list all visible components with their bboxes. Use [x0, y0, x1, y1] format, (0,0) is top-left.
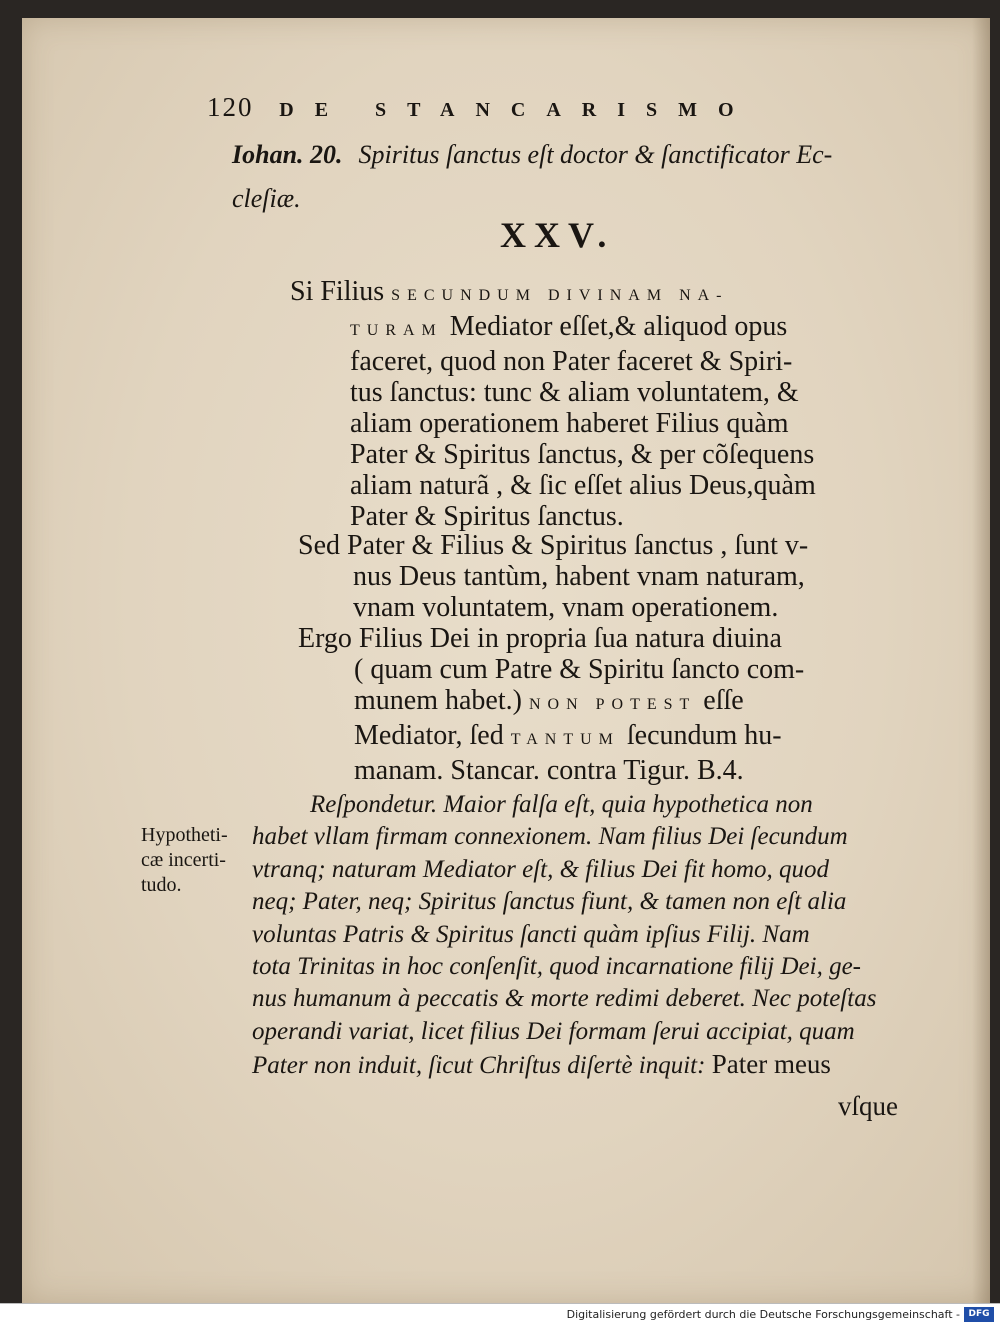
text-line: nus humanum à peccatis & morte redimi deberet. Nec poteſtas	[252, 985, 877, 1013]
line-part: munem habet.)	[354, 685, 522, 716]
dfg-logo-icon: DFG	[964, 1307, 994, 1322]
small-caps-phrase: TANTUM	[510, 731, 620, 748]
text-line	[298, 720, 858, 755]
text-line: vtranq; naturam Mediator eſt, & filius Dei fit homo, quod	[252, 855, 830, 883]
scripture-reference	[232, 133, 872, 221]
text-line: vnam voluntatem, vnam operationem.	[353, 592, 779, 623]
text-line: ( quam cum Patre & Spiritu ſancto com-	[354, 654, 805, 685]
text-line: neq; Pater, neq; Spiritus ſanctus fiunt, & tamen non eſt alia	[252, 888, 847, 916]
text-line: Pater & Spiritus ſanctus.	[350, 501, 624, 532]
response-paragraph	[252, 789, 912, 1083]
text-line: nus Deus tantùm, habent vnam naturam,	[353, 561, 805, 592]
margin-note-line: tudo.	[141, 874, 182, 896]
text-line	[252, 1048, 912, 1082]
page-number: 120	[207, 92, 254, 122]
text-line	[298, 685, 858, 720]
small-caps-phrase: NON POTEST	[528, 696, 697, 713]
text-line: aliam operationem haberet Filius quàm	[350, 408, 789, 439]
text-line: Sed Pater & Filius & Spiritus ſanctus , ſunt v-	[298, 530, 809, 561]
text-line	[290, 276, 840, 311]
margin-note-line: cæ incerti-	[141, 849, 226, 871]
footer-bar	[0, 1303, 1000, 1326]
running-title: DE STANCARISMO	[279, 99, 755, 121]
text-line: habet vllam firmam connexionem. Nam filius Dei ſecundum	[252, 823, 848, 851]
text-line: faceret, quod non Pater faceret & Spiri-	[350, 346, 793, 377]
proposition-major	[290, 276, 840, 532]
text-line: tota Trinitas in hoc conſenſit, quod incarnatione filij Dei, ge-	[252, 953, 861, 981]
funding-credit: Digitalisierung gefördert durch die Deutsche Forschungsgemeinschaft -	[566, 1308, 960, 1321]
margin-note-line: Hypotheti-	[141, 824, 228, 846]
small-caps-phrase: TURAM	[350, 322, 443, 339]
reference-source: Iohan. 20.	[232, 140, 343, 169]
text-line: Reſpondetur. Maior falſa eſt, quia hypothetica non	[310, 791, 813, 818]
line-part: Pater non induit, ſicut Chriſtus diſertè inquit:	[252, 1052, 706, 1080]
reference-text-cont: cleſiæ.	[232, 184, 301, 213]
proposition-conclusion	[298, 623, 858, 786]
line-part-roman: Pater meus	[711, 1049, 831, 1080]
text-line	[290, 311, 840, 346]
line-part: ſecundum hu-	[626, 720, 782, 751]
text-line: manam. Stancar. contra Tigur. B.4.	[354, 755, 744, 786]
running-head	[207, 92, 827, 123]
text-line: Ergo Filius Dei in propria ſua natura diuina	[298, 623, 782, 654]
text-line: voluntas Patris & Spiritus ſancti quàm ipſius Filij. Nam	[252, 920, 810, 948]
small-caps-phrase: SECUNDUM DIVINAM NA-	[391, 287, 729, 304]
reference-text: Spiritus ſanctus eſt doctor & ſanctificator Ec-	[358, 140, 833, 169]
lead-word: Si Filius	[290, 276, 385, 307]
line-part: eſſe	[703, 685, 744, 716]
text-line: aliam naturã , & ſic eſſet alius Deus,quàm	[350, 470, 816, 501]
line-part: Mediator, ſed	[354, 720, 504, 751]
proposition-minor	[298, 530, 848, 623]
section-number: XXV.	[500, 215, 615, 255]
text-line: operandi variat, licet filius Dei formam ſerui accipiat, quam	[252, 1017, 855, 1045]
line-rest: Mediator eſſet,& aliquod opus	[449, 311, 788, 342]
catchword: vſque	[838, 1091, 898, 1121]
text-line: tus ſanctus: tunc & aliam voluntatem, &	[350, 377, 799, 408]
text-line: Pater & Spiritus ſanctus, & per cõſequens	[350, 439, 815, 470]
